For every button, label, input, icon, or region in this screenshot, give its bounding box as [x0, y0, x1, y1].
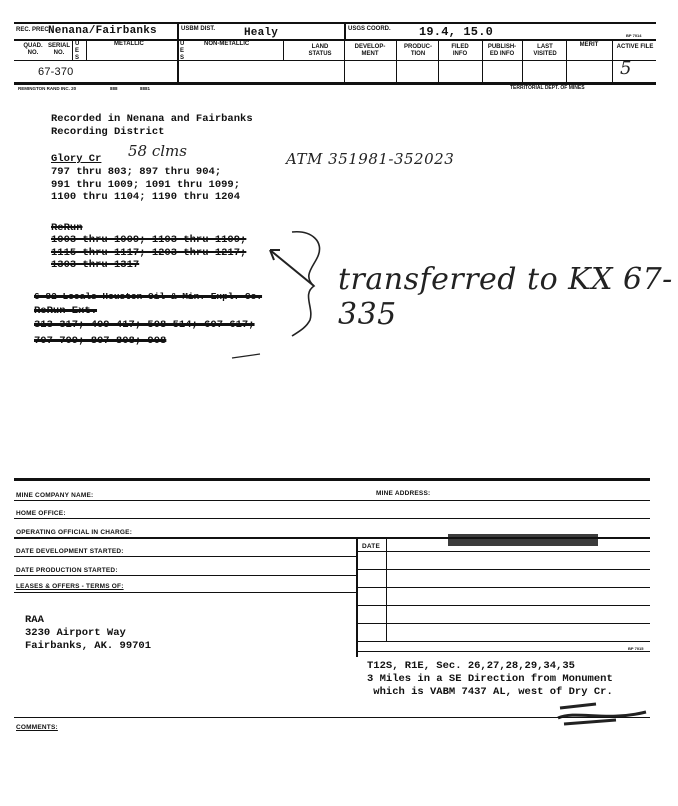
owner-street: 3230 Airport Way — [25, 627, 126, 639]
struck-list — [34, 319, 255, 347]
filed-info-label: FILED INFO — [451, 44, 469, 57]
struck-rerun: ReRun-Ext. — [34, 305, 98, 317]
struck-line: 313-317; 409-417; 508-514; 607-617; — [34, 319, 255, 331]
location-line-1: T12S, R1E, Sec. 26,27,28,29,34,35 — [367, 660, 575, 672]
location-line-2: 3 Miles in a SE Direction from Monument — [367, 673, 613, 685]
active-mark: 5 — [620, 58, 632, 79]
claim-line: 797 thru 803; 897 thru 904; — [51, 166, 222, 178]
location-line-3: which is VABM 7437 AL, west of Dry Cr. — [367, 686, 613, 698]
date-production-label: DATE PRODUCTION STARTED: — [16, 567, 118, 574]
mine-company-label: MINE COMPANY NAME: — [16, 492, 94, 499]
dash-mark — [230, 350, 270, 362]
transfer-brace-mark — [262, 228, 342, 338]
merit-label: MERIT — [579, 42, 599, 48]
metallic-label: METALLIC — [114, 41, 144, 47]
claim-line: 1100 thru 1104; 1190 thru 1204 — [51, 191, 241, 203]
operating-official-label: OPERATING OFFICIAL IN CHARGE: — [16, 529, 133, 536]
metallic-ues: U E S — [75, 41, 80, 61]
nonmetallic-label: NON-METALLIC — [204, 41, 250, 47]
home-office-label: HOME OFFICE: — [16, 510, 66, 517]
form-number-2: BP 7015 — [628, 646, 644, 651]
published-info-label: PUBLISH-ED INFO — [487, 44, 517, 57]
rerun-line: 1003 thru 1009; 1103 thru 1109; — [51, 234, 247, 246]
struck-company: 6-82-Locals-Houston-Oil-&-Min.-Expl.-Co. — [34, 291, 263, 302]
rerun-line: 1303 thru 1317 — [51, 259, 140, 271]
usbm-dist-value: Healy — [244, 27, 279, 39]
claim-count-note: 58 clms — [128, 142, 187, 160]
production-label: PRODUC-TION — [404, 44, 432, 57]
rerun-list — [51, 234, 246, 272]
rec-prec-label: REC. PREC. — [16, 27, 51, 33]
comments-label: COMMENTS: — [16, 724, 58, 731]
rerun-heading: ReRun — [51, 222, 83, 234]
land-status-label: LAND STATUS — [308, 44, 332, 57]
owner-city: Fairbanks, AK. 99701 — [25, 640, 152, 652]
claim-name: Glory Cr — [51, 153, 102, 165]
quad-no-label: QUAD. NO. — [23, 43, 43, 56]
redacted-block — [448, 534, 598, 546]
atm-note: ATM 351981-352023 — [286, 150, 455, 168]
rerun-line: 1115 thru 1117; 1203 thru 1217; — [51, 246, 247, 259]
development-label: DEVELOP-MENT — [354, 44, 386, 57]
rec-prec-value: Nenana/Fairbanks — [48, 25, 157, 37]
leases-offers-label: LEASES & OFFERS - TERMS OF: — [16, 583, 124, 590]
transferred-note: transferred to KX 67-335 — [338, 262, 673, 332]
last-visited-label: LAST VISITED — [533, 44, 557, 57]
struck-line: 707-709; 807-808; 908 — [34, 334, 167, 347]
usgs-coord-label: USGS COORD. — [348, 26, 391, 32]
claim-line: 991 thru 1009; 1091 thru 1099; — [51, 178, 241, 191]
claim-list — [51, 166, 240, 204]
usgs-coord-value: 19.4, 15.0 — [419, 25, 494, 39]
lower-form-top-rule — [14, 478, 650, 481]
footer-code-1: 888 — [110, 86, 118, 91]
serial-no-label: SERIAL NO. — [47, 43, 70, 56]
date-column-label: DATE — [362, 543, 381, 550]
footer-territorial: TERRITORIAL DEPT. OF MINES — [510, 85, 585, 91]
nonmetallic-ues: U E S — [180, 41, 185, 61]
usbm-dist-label: USBM DIST. — [181, 26, 216, 32]
footer-code-2: 8881 — [140, 86, 151, 91]
footer-printer: REMINGTON RAND INC. 20 — [18, 86, 77, 91]
date-development-label: DATE DEVELOPMENT STARTED: — [16, 548, 124, 555]
owner-name: RAA — [25, 614, 44, 626]
recorded-line-2: Recording District — [51, 126, 165, 138]
quad-number-value: 67-370 — [38, 66, 74, 78]
recorded-line-1: Recorded in Nenana and Fairbanks — [51, 113, 253, 125]
form-number: BP 7014 — [626, 33, 642, 38]
scribble-mark — [556, 700, 652, 728]
header-table — [14, 22, 656, 92]
active-file-label: ACTIVE FILE — [616, 44, 654, 50]
mine-address-label: MINE ADDRESS: — [376, 490, 431, 497]
